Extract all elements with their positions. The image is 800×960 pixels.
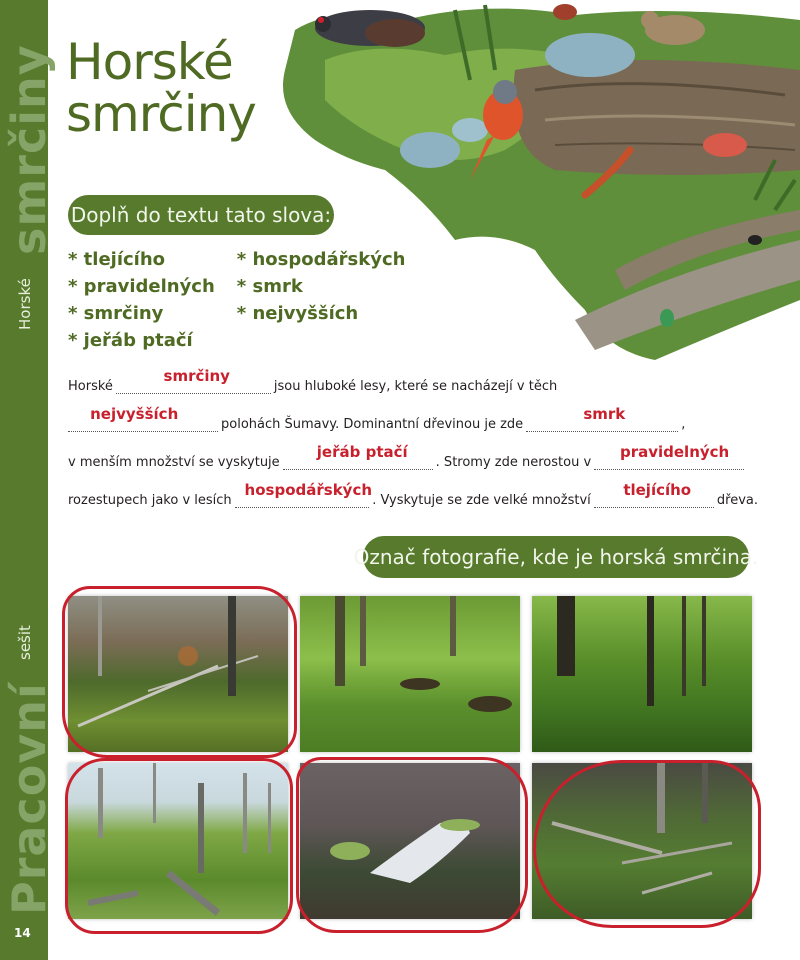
fill-line-3 bbox=[68, 432, 758, 470]
blank-field[interactable] bbox=[594, 481, 714, 508]
task-instruction-fill-words: Doplň do textu tato slova: bbox=[68, 195, 334, 235]
blank-field[interactable] bbox=[283, 443, 433, 470]
text-segment: Horské bbox=[68, 379, 113, 394]
word-bank-item: * pravidelných bbox=[68, 276, 215, 297]
answer-text: hospodářských bbox=[244, 481, 373, 499]
page-number: 14 bbox=[14, 926, 31, 940]
sidebar-title-small: Horské bbox=[16, 278, 34, 330]
fill-line-1 bbox=[68, 367, 758, 394]
answer-text: smrčiny bbox=[163, 367, 230, 385]
task-instruction-mark-photos: Označ fotografie, kde je horská smrčina. bbox=[363, 536, 749, 578]
photo-3-deciduous-forest[interactable] bbox=[532, 596, 752, 752]
sidebar bbox=[0, 0, 56, 960]
fill-line-2 bbox=[68, 394, 758, 432]
answer-text: pravidelných bbox=[619, 443, 730, 461]
blank-field[interactable] bbox=[235, 481, 373, 508]
word-bank-column-1 bbox=[68, 246, 215, 354]
word-bank-item: * tlejícího bbox=[68, 249, 166, 270]
blank-field[interactable] bbox=[116, 367, 271, 394]
text-segment: polohách Šumavy. Dominantní dřevinou je zde bbox=[221, 417, 524, 432]
word-bank-item: * smrk bbox=[236, 276, 303, 297]
fill-line-4 bbox=[68, 470, 758, 508]
page-title-line1: Horské bbox=[66, 33, 233, 91]
sidebar-title-big: smrčiny bbox=[2, 44, 56, 255]
photo-2-beech-forest[interactable] bbox=[300, 596, 520, 752]
sidebar-workbook-big: Pracovní bbox=[2, 682, 56, 915]
word-bank-item: * hospodářských bbox=[236, 249, 406, 270]
photo-5-lake-dead-forest[interactable] bbox=[300, 763, 520, 919]
word-bank-item: * jeřáb ptačí bbox=[68, 330, 193, 351]
text-segment: . Stromy zde nerostou v bbox=[435, 455, 592, 470]
photo-1-spruce-regrowth[interactable] bbox=[68, 596, 288, 752]
blank-field[interactable] bbox=[526, 405, 678, 432]
text-segment: v menším množství se vyskytuje bbox=[68, 455, 280, 470]
word-bank-item: * nejvyšších bbox=[236, 303, 359, 324]
blank-field[interactable] bbox=[594, 443, 744, 470]
fill-in-text bbox=[68, 367, 758, 508]
text-segment: dřeva. bbox=[716, 493, 758, 508]
answer-text: nejvyšších bbox=[90, 405, 179, 423]
photo-4-dead-trees-young-spruce[interactable] bbox=[68, 763, 288, 919]
answer-text: tlejícího bbox=[623, 481, 692, 499]
answer-text: smrk bbox=[583, 405, 626, 423]
photo-6-spruce-deadwood[interactable] bbox=[532, 763, 752, 919]
sidebar-workbook-small: sešit bbox=[16, 625, 34, 660]
text-segment: rozestupech jako v lesích bbox=[68, 493, 232, 508]
text-segment: . Vyskytuje se zde velké množství bbox=[372, 493, 591, 508]
text-segment: jsou hluboké lesy, které se nacházejí v těch bbox=[273, 379, 558, 394]
word-bank bbox=[68, 246, 405, 354]
page-title bbox=[66, 33, 256, 143]
page-title-line2: smrčiny bbox=[66, 85, 256, 143]
word-bank-item: * smrčiny bbox=[68, 303, 164, 324]
text-segment: , bbox=[681, 417, 686, 432]
blank-field[interactable] bbox=[68, 405, 218, 432]
word-bank-column-2 bbox=[237, 246, 406, 354]
answer-text: jeřáb ptačí bbox=[316, 443, 408, 461]
